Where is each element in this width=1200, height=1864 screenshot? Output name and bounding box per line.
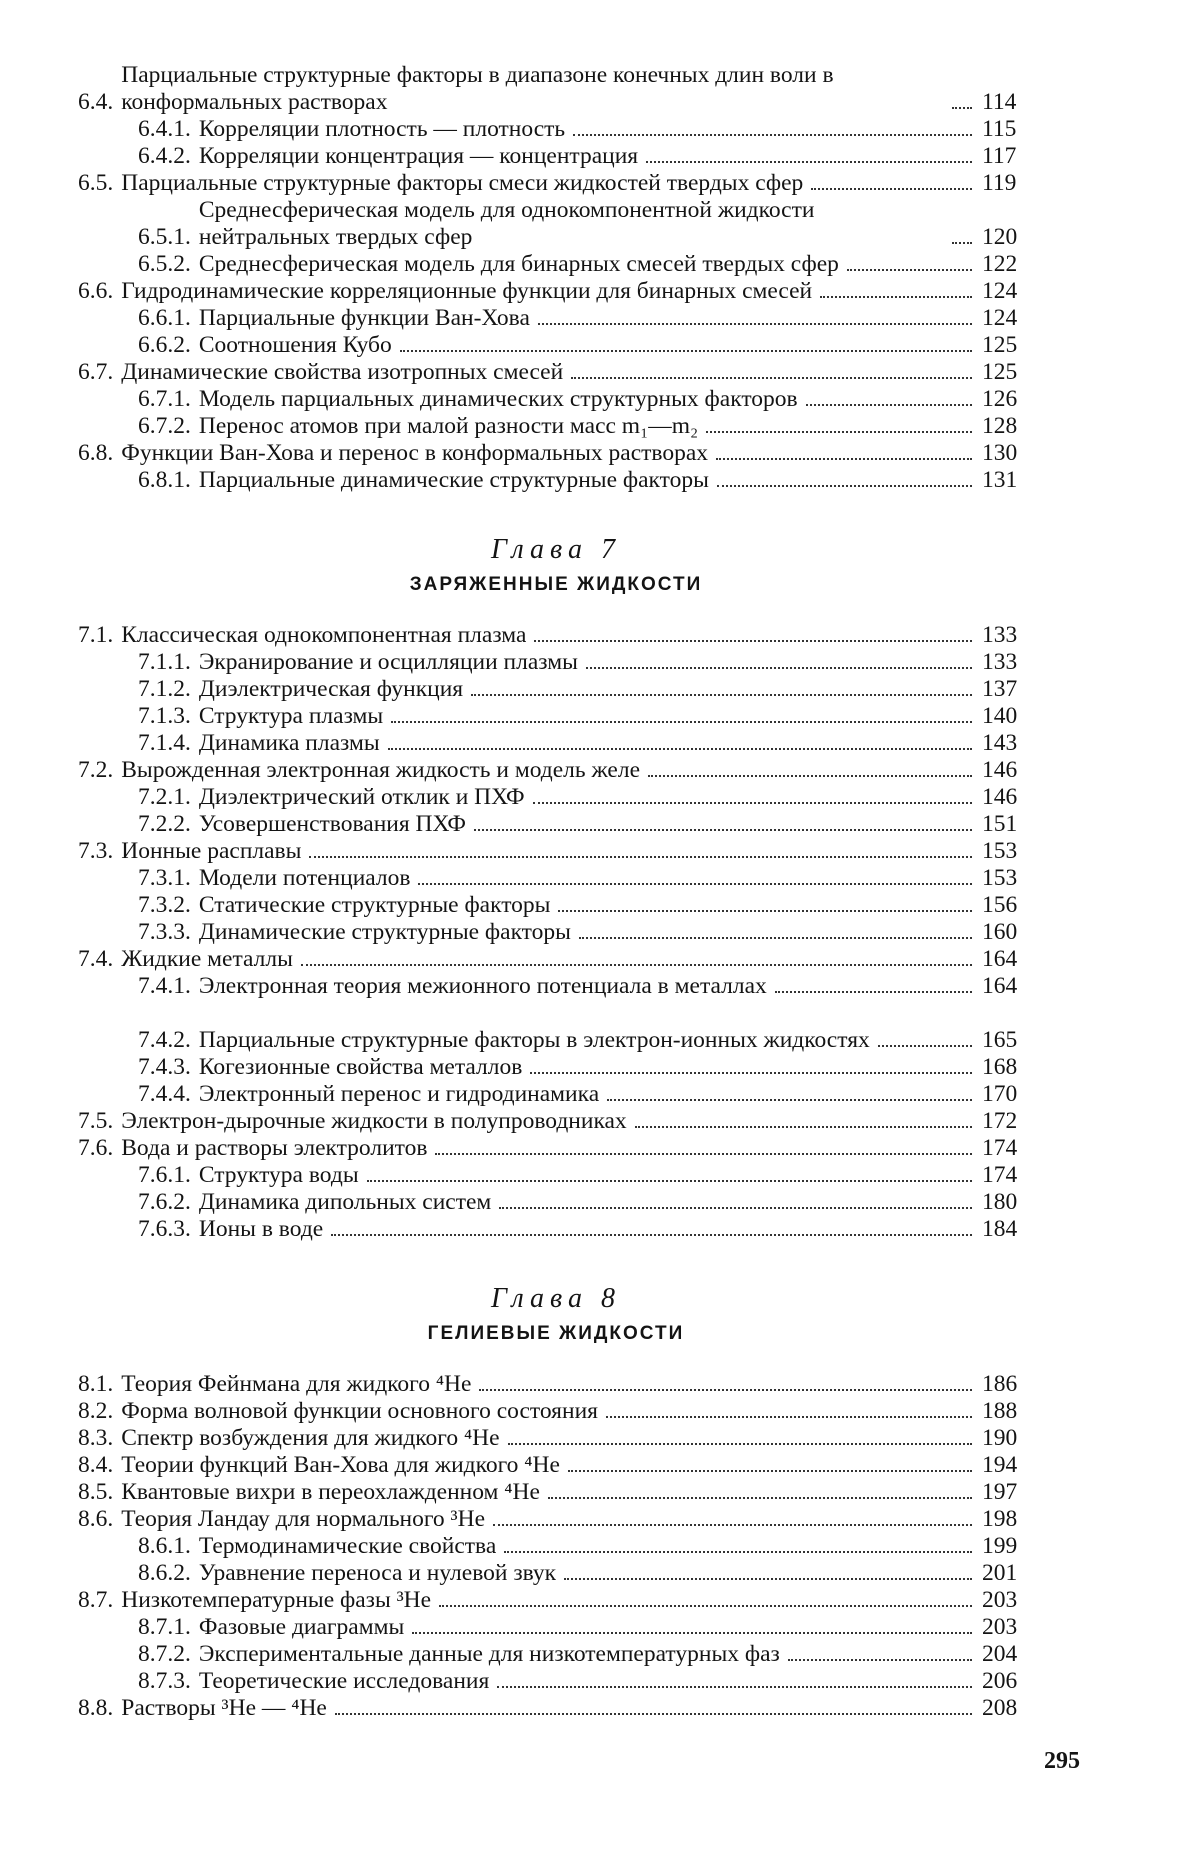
toc-entry-title: Ионы в воде (198, 1216, 324, 1242)
toc-entry-page: 184 (982, 1216, 1018, 1242)
toc-entry-page: 197 (982, 1479, 1018, 1505)
toc-entry (78, 1560, 1034, 1587)
dot-leader (571, 377, 972, 379)
toc-entry-number: 8.3. (78, 1425, 114, 1451)
toc-entry-number: 7.2.1. (138, 784, 191, 810)
toc-entry-number: 7.3.1. (138, 865, 191, 891)
toc-entry (78, 1641, 1034, 1668)
toc-entry (78, 1054, 1034, 1081)
chapter-label: Глава 8 (491, 1283, 621, 1314)
toc-entry-title: Диэлектрическая функция (198, 676, 464, 702)
toc-entry-title: Термодинамические свойства (198, 1533, 497, 1559)
toc-entry-number: 6.4. (78, 89, 114, 115)
toc-entry-number: 8.7. (78, 1587, 114, 1613)
toc-entry-title: Жидкие металлы (121, 946, 293, 972)
dot-leader (648, 775, 972, 777)
toc-entry-number: 6.7.1. (138, 386, 191, 412)
toc-entry-number: 7.1.3. (138, 703, 191, 729)
toc-entry-title: Когезионные свойства металлов (198, 1054, 523, 1080)
dot-leader (391, 721, 972, 723)
toc-entry (78, 359, 1034, 386)
dot-leader (479, 1389, 972, 1391)
toc-section (78, 534, 1034, 1243)
toc-entry (78, 1398, 1034, 1425)
toc-entry-page: 156 (982, 892, 1018, 918)
dot-leader (533, 802, 972, 804)
toc-entry (78, 1614, 1034, 1641)
dot-leader (435, 1153, 972, 1155)
toc-entry-page: 122 (982, 251, 1018, 277)
toc-entry-page: 125 (982, 359, 1018, 385)
toc-entry-number: 6.5.2. (138, 251, 191, 277)
dot-leader (788, 1659, 972, 1661)
toc-entry-title: Модели потенциалов (198, 865, 411, 891)
toc-entry (78, 730, 1034, 757)
dot-leader (471, 694, 972, 696)
toc-entry-page: 164 (982, 946, 1018, 972)
toc-entry-page: 128 (982, 413, 1018, 439)
dot-leader (309, 856, 972, 858)
dot-leader (301, 964, 972, 966)
toc-entry-number: 6.7.2. (138, 413, 191, 439)
dot-leader (806, 404, 972, 406)
dot-leader (635, 1126, 972, 1128)
toc-entry-title: Динамические свойства изотропных смесей (121, 359, 564, 385)
dot-leader (534, 640, 972, 642)
dot-leader (388, 748, 972, 750)
toc-entry-page: 174 (982, 1162, 1018, 1188)
toc-entry-title: Усовершенствования ПХФ (198, 811, 466, 837)
toc-entry (78, 1189, 1034, 1216)
toc-entry-number: 7.3.2. (138, 892, 191, 918)
toc-entry-title: Теория Ландау для нормального ³He (121, 1506, 485, 1532)
toc-entry-number: 8.6. (78, 1506, 114, 1532)
dot-leader (558, 910, 972, 912)
toc-entry-page: 203 (982, 1614, 1018, 1640)
toc-entry-number: 6.6.2. (138, 332, 191, 358)
toc-entry (78, 757, 1034, 784)
toc-entry-title: Электрон-дырочные жидкости в полупроводниках (121, 1108, 627, 1134)
toc-entry-page: 124 (982, 278, 1018, 304)
toc-entry-page: 206 (982, 1668, 1018, 1694)
toc-entry-number: 8.8. (78, 1695, 114, 1721)
toc-entry-number: 7.4.3. (138, 1054, 191, 1080)
toc-entry-title: Структура плазмы (198, 703, 384, 729)
toc-entry-page: 117 (982, 143, 1017, 169)
toc-entry-page: 114 (982, 89, 1017, 115)
toc-entry-title: Вырожденная электронная жидкость и модель желе (121, 757, 641, 783)
chapter-title: ЗАРЯЖЕННЫЕ ЖИДКОСТИ (409, 574, 703, 595)
dot-leader (548, 1497, 972, 1499)
toc-entry-title: Экспериментальные данные для низкотемпературных фаз (198, 1641, 780, 1667)
toc-entry-number: 7.3. (78, 838, 114, 864)
toc-entry-title: Соотношения Кубо (198, 332, 392, 358)
toc-entry-title: Динамические структурные факторы (198, 919, 571, 945)
toc-entry-number: 8.7.3. (138, 1668, 191, 1694)
toc-entry (78, 1108, 1034, 1135)
toc-entry-title: Корреляции концентрация — концентрация (198, 143, 639, 169)
toc-entry-number: 6.8.1. (138, 467, 191, 493)
toc-entry-title: Динамика плазмы (198, 730, 380, 756)
toc-entry-title: Среднесферическая модель для однокомпонентной жидкости нейтральных твердых сфер (198, 197, 815, 250)
toc-entry (78, 440, 1034, 467)
toc-entry (78, 1533, 1034, 1560)
toc-entry (78, 1668, 1034, 1695)
toc-entry-page: 140 (982, 703, 1018, 729)
toc-entry (78, 703, 1034, 730)
toc-entry-page: 199 (982, 1533, 1018, 1559)
toc-entry (78, 116, 1034, 143)
toc-entry-title: Уравнение переноса и нулевой звук (198, 1560, 557, 1586)
toc-entry-page: 186 (982, 1371, 1018, 1397)
toc-entry-number: 6.4.2. (138, 143, 191, 169)
toc-entry (78, 892, 1034, 919)
toc-entry-number: 8.6.1. (138, 1533, 191, 1559)
toc-entry-page: 133 (982, 622, 1018, 648)
toc-entry-page: 120 (982, 224, 1018, 250)
toc-entry-number: 6.7. (78, 359, 114, 385)
chapter-label: Глава 7 (491, 534, 621, 565)
dot-leader (820, 296, 972, 298)
toc-entry (78, 62, 1034, 116)
toc-entry (78, 622, 1034, 649)
toc-entry (78, 251, 1034, 278)
toc-entry-title: Ионные расплавы (121, 838, 302, 864)
toc-entry-title: Теория Фейнмана для жидкого ⁴He (121, 1371, 472, 1397)
dot-leader (367, 1180, 972, 1182)
toc-entry (78, 973, 1034, 1000)
dot-leader (504, 1551, 972, 1553)
dot-leader (952, 242, 972, 244)
toc-entry-title: Парциальные структурные факторы в диапазоне конечных длин воли в конформальных растворах (121, 62, 834, 115)
dot-leader (474, 829, 972, 831)
toc-entry-page: 208 (982, 1695, 1018, 1721)
toc-entry-number: 7.6. (78, 1135, 114, 1161)
toc-entry-number: 8.6.2. (138, 1560, 191, 1586)
toc-entry-page: 119 (982, 170, 1017, 196)
dot-leader (607, 1099, 972, 1101)
toc-entry (78, 413, 1034, 440)
toc-entry (78, 838, 1034, 865)
toc-entry-page: 126 (982, 386, 1018, 412)
toc-entry-page: 143 (982, 730, 1018, 756)
toc-entry-title: Среднесферическая модель для бинарных смесей твердых сфер (198, 251, 839, 277)
toc-entry (78, 1135, 1034, 1162)
toc-entry-title: Растворы ³He — ⁴He (121, 1695, 327, 1721)
dot-leader (811, 188, 972, 190)
dot-leader (706, 431, 972, 433)
toc-entry-number: 7.1.2. (138, 676, 191, 702)
toc-entry-title: Корреляции плотность — плотность (198, 116, 566, 142)
toc-entry (78, 332, 1034, 359)
toc-entry (78, 1452, 1034, 1479)
dot-leader (508, 1443, 972, 1445)
toc-entry-page: 168 (982, 1054, 1018, 1080)
toc-entry (78, 784, 1034, 811)
dot-leader (606, 1416, 972, 1418)
toc-entry (78, 1000, 1034, 1054)
toc-entry (78, 197, 1034, 251)
toc-entry (78, 676, 1034, 703)
dot-leader (568, 1470, 972, 1472)
toc-entry-title: Теоретические исследования (198, 1668, 490, 1694)
dot-leader (530, 1072, 972, 1074)
dot-leader (586, 667, 972, 669)
toc-entry-title: Экранирование и осцилляции плазмы (198, 649, 578, 675)
toc-entry (78, 1506, 1034, 1533)
dot-leader (499, 1207, 972, 1209)
toc-entry-number: 7.2. (78, 757, 114, 783)
page-number: 295 (1044, 1748, 1080, 1774)
toc-entry-number: 6.4.1. (138, 116, 191, 142)
toc-entry-number: 7.2.2. (138, 811, 191, 837)
toc-entry-page: 115 (982, 116, 1017, 142)
toc-entry-title: Модель парциальных динамических структурных факторов (198, 386, 798, 412)
toc-entry-number: 7.6.2. (138, 1189, 191, 1215)
toc-entry-title: Функции Ван-Хова и перенос в конформальных растворах (121, 440, 709, 466)
toc-entry-page: 131 (982, 467, 1018, 493)
toc-entry (78, 811, 1034, 838)
toc-entry-page: 170 (982, 1081, 1018, 1107)
toc-entry (78, 919, 1034, 946)
toc-entry-title: Диэлектрический отклик и ПХФ (198, 784, 525, 810)
toc-entry-page: 190 (982, 1425, 1018, 1451)
dot-leader (335, 1713, 972, 1715)
toc-entry (78, 170, 1034, 197)
dot-leader (331, 1234, 972, 1236)
toc-entry (78, 386, 1034, 413)
dot-leader (847, 269, 972, 271)
dot-leader (418, 883, 972, 885)
toc-entry (78, 946, 1034, 973)
toc-entry-number: 7.6.3. (138, 1216, 191, 1242)
toc-entry (78, 1587, 1034, 1614)
toc-entry-title: Вода и растворы электролитов (121, 1135, 428, 1161)
toc-entry-page: 203 (982, 1587, 1018, 1613)
toc-entry-title: Электронная теория межионного потенциала в металлах (198, 973, 767, 999)
toc-entry-number: 7.1.4. (138, 730, 191, 756)
toc-entry-page: 201 (982, 1560, 1018, 1586)
toc-entry-page: 174 (982, 1135, 1018, 1161)
chapter-title: ГЕЛИЕВЫЕ ЖИДКОСТИ (427, 1323, 685, 1344)
toc-entry-title: Парциальные структурные факторы смеси жидкостей твердых сфер (121, 170, 804, 196)
toc-entry-title: Структура воды (198, 1162, 359, 1188)
toc-entry-page: 125 (982, 332, 1018, 358)
toc-entry-number: 8.4. (78, 1452, 114, 1478)
toc-entry-page: 124 (982, 305, 1018, 331)
dot-leader (775, 991, 972, 993)
toc-entry (78, 1479, 1034, 1506)
toc-entry-number: 7.4.1. (138, 973, 191, 999)
toc-entry-number: 6.5.1. (138, 224, 191, 250)
toc-entry (78, 1216, 1034, 1243)
toc-entry (78, 467, 1034, 494)
toc-entry (78, 1695, 1034, 1722)
toc-entry-title: Гидродинамические корреляционные функции для бинарных смесей (121, 278, 813, 304)
toc-entry-number: 7.5. (78, 1108, 114, 1134)
toc-entry-title: Теории функций Ван-Хова для жидкого ⁴He (121, 1452, 560, 1478)
toc-entry-page: 153 (982, 865, 1018, 891)
toc-entry-title: Классическая однокомпонентная плазма (121, 622, 527, 648)
dot-leader (400, 350, 972, 352)
toc-entry-page: 153 (982, 838, 1018, 864)
toc-entry-number: 8.7.1. (138, 1614, 191, 1640)
toc-entry-number: 6.6.1. (138, 305, 191, 331)
toc-entry-page: 204 (982, 1641, 1018, 1667)
toc-entry-title: Парциальные функции Ван-Хова (198, 305, 530, 331)
toc-entry-page: 130 (982, 440, 1018, 466)
toc-entry (78, 278, 1034, 305)
toc-entry-title: Низкотемпературные фазы ³He (121, 1587, 432, 1613)
toc-entry-number: 6.6. (78, 278, 114, 304)
toc-entry-number: 6.5. (78, 170, 114, 196)
toc-entry-title: Парциальные динамические структурные факторы (198, 467, 709, 493)
toc-entry-page: 194 (982, 1452, 1018, 1478)
toc-entry-title: Форма волновой функции основного состояния (121, 1398, 598, 1424)
toc-entry-number: 7.4.2. (138, 1027, 191, 1053)
toc-entry-page: 133 (982, 649, 1018, 675)
toc-entry (78, 865, 1034, 892)
toc-entry-title: Спектр возбуждения для жидкого ⁴He (121, 1425, 500, 1451)
toc-entry-title: Электронный перенос и гидродинамика (198, 1081, 600, 1107)
toc-entry-title: Перенос атомов при малой разности масс m₁—m₂ (198, 413, 699, 439)
toc-entry-page: 198 (982, 1506, 1018, 1532)
toc-entry-page: 172 (982, 1108, 1018, 1134)
toc-entry-page: 165 (982, 1027, 1018, 1053)
dot-leader (412, 1632, 972, 1634)
dot-leader (497, 1686, 972, 1688)
dot-leader (573, 134, 972, 136)
toc-section (78, 62, 1034, 494)
toc-entry (78, 1371, 1034, 1398)
toc-entry-number: 7.4. (78, 946, 114, 972)
toc-entry-title: Фазовые диаграммы (198, 1614, 405, 1640)
toc-entry (78, 649, 1034, 676)
toc-entry-page: 188 (982, 1398, 1018, 1424)
toc-entry-page: 160 (982, 919, 1018, 945)
dot-leader (952, 107, 972, 109)
dot-leader (579, 937, 972, 939)
toc-entry-page: 164 (982, 973, 1018, 999)
toc-entry-number: 8.1. (78, 1371, 114, 1397)
toc-entry-number: 8.5. (78, 1479, 114, 1505)
dot-leader (717, 485, 972, 487)
toc-entry-page: 146 (982, 784, 1018, 810)
dot-leader (716, 458, 972, 460)
table-of-contents (78, 62, 1034, 1722)
toc-entry-title: Парциальные структурные факторы в электрон-ионных жидкостях (198, 1027, 870, 1053)
dot-leader (878, 1045, 972, 1047)
toc-entry-title: Динамика дипольных систем (198, 1189, 492, 1215)
toc-entry-title: Квантовые вихри в переохлажденном ⁴He (121, 1479, 540, 1505)
dot-leader (493, 1524, 972, 1526)
toc-entry-title: Статические структурные факторы (198, 892, 551, 918)
toc-entry-number: 7.1.1. (138, 649, 191, 675)
toc-entry (78, 1425, 1034, 1452)
dot-leader (564, 1578, 972, 1580)
toc-entry-number: 8.2. (78, 1398, 114, 1424)
toc-entry-page: 146 (982, 757, 1018, 783)
toc-entry-number: 8.7.2. (138, 1641, 191, 1667)
toc-entry-number: 7.3.3. (138, 919, 191, 945)
toc-entry-number: 7.6.1. (138, 1162, 191, 1188)
toc-entry-page: 137 (982, 676, 1018, 702)
toc-entry-number: 7.4.4. (138, 1081, 191, 1107)
dot-leader (439, 1605, 972, 1607)
toc-entry-number: 6.8. (78, 440, 114, 466)
toc-entry-page: 180 (982, 1189, 1018, 1215)
toc-entry (78, 1081, 1034, 1108)
toc-entry-number: 7.1. (78, 622, 114, 648)
toc-entry (78, 143, 1034, 170)
dot-leader (646, 161, 972, 163)
toc-entry-page: 151 (982, 811, 1018, 837)
dot-leader (538, 323, 972, 325)
toc-entry (78, 305, 1034, 332)
toc-entry (78, 1162, 1034, 1189)
toc-section (78, 1283, 1034, 1722)
